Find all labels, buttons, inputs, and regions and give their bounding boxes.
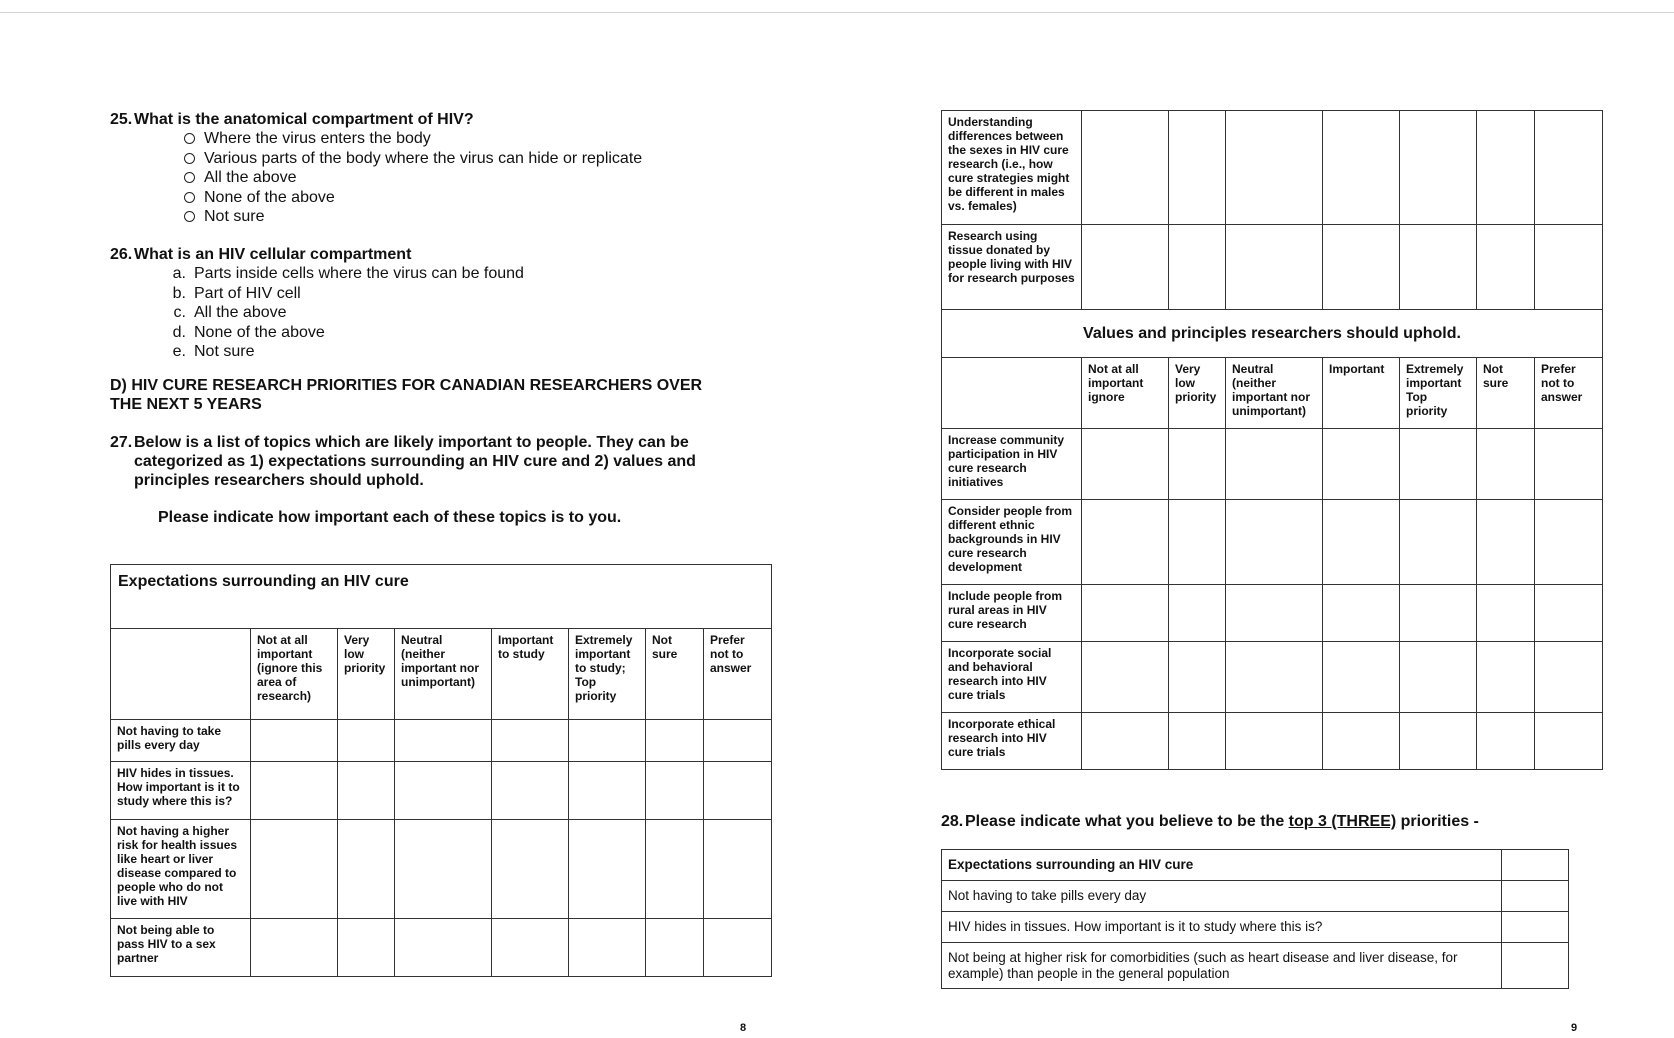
response-cell[interactable] [492,762,569,820]
row-label: Include people from rural areas in HIV cure research [942,585,1082,642]
q26-option-d[interactable]: d. None of the above [172,323,325,341]
response-cell[interactable] [1226,585,1323,642]
table-row [942,429,1603,500]
response-cell[interactable] [1323,585,1400,642]
response-cell[interactable] [338,762,395,820]
radio-button[interactable] [184,192,195,203]
q25-option-5[interactable]: Not sure [184,207,750,227]
response-cell[interactable] [1535,585,1603,642]
question-28-emphasis: top 3 (THREE) [1288,813,1397,830]
row-label: Increase community participation in HIV cure research initiatives [942,429,1082,500]
row-label: Consider people from different ethnic backgrounds in HIV cure research development [942,500,1082,585]
table-row [111,720,772,762]
values-section-title: Values and principles researchers should uphold. [942,310,1603,358]
table-row [942,881,1569,912]
response-cell[interactable] [569,762,646,820]
response-cell[interactable] [395,720,492,762]
question-27 [110,433,790,527]
response-cell[interactable] [1535,429,1603,500]
column-header: Important [1323,358,1400,429]
response-cell[interactable] [1226,429,1323,500]
table-row [111,820,772,919]
question-28-number: 28. [941,813,964,830]
response-cell[interactable] [1535,225,1603,310]
values-table-header-row [942,358,1603,429]
response-cell[interactable] [646,820,704,919]
row-label: HIV hides in tissues. How important is it to study where this is? [942,912,1502,943]
response-cell[interactable] [395,919,492,977]
priority-cell[interactable] [1502,850,1569,881]
response-cell[interactable] [1477,500,1535,585]
response-cell[interactable] [395,820,492,919]
response-cell[interactable] [395,762,492,820]
page-number-left: 8 [740,1022,747,1034]
page-number-right: 9 [1571,1022,1578,1034]
response-cell[interactable] [646,720,704,762]
response-cell[interactable] [1535,500,1603,585]
response-cell[interactable] [1535,713,1603,770]
response-cell[interactable] [1082,225,1169,310]
response-cell[interactable] [1477,585,1535,642]
priority-cell[interactable] [1502,881,1569,912]
row-label: Not having a higher risk for health issues like heart or liver disease compared to people who do not live with HIV [111,820,251,919]
expectations-table-title: Expectations surrounding an HIV cure [111,565,772,629]
values-principles-table [941,110,1603,770]
question-26-number: 26. [110,246,133,263]
table-row [942,585,1603,642]
response-cell[interactable] [704,919,772,977]
q26-option-c[interactable]: c. All the above [173,304,287,322]
response-cell[interactable] [1477,642,1535,713]
question-27-line-1: 27. Below is a list of topics which are likely important to people. They can be [110,434,689,451]
row-label: Research using tissue donated by people living with HIV for research purposes [942,225,1082,310]
response-cell[interactable] [1169,500,1226,585]
response-cell[interactable] [646,919,704,977]
response-cell[interactable] [1169,642,1226,713]
question-27-instruction: Please indicate how important each of these topics is to you. [158,509,622,526]
q26-option-a[interactable]: a. Parts inside cells where the virus can be found [172,265,524,283]
table-row [942,111,1603,225]
response-cell[interactable] [1169,585,1226,642]
response-cell[interactable] [1400,225,1477,310]
column-header: Very low priority [338,629,395,720]
response-cell[interactable] [1323,111,1400,225]
question-28-title: 28. Please indicate what you believe to be the top 3 (THREE) priorities - [941,813,1479,830]
response-cell[interactable] [1535,642,1603,713]
row-label: Incorporate social and behavioral research into HIV cure trials [942,642,1082,713]
response-cell[interactable] [1169,111,1226,225]
response-cell[interactable] [1169,225,1226,310]
response-cell[interactable] [1082,642,1169,713]
column-header: Prefer not to answer [1535,358,1603,429]
top-divider [0,12,1674,13]
q25-option-4[interactable]: None of the above [184,188,750,208]
header-empty [111,629,251,720]
q26-option-b[interactable]: b. Part of HIV cell [172,284,301,302]
response-cell[interactable] [492,919,569,977]
radio-button[interactable] [184,211,195,222]
response-cell[interactable] [1400,111,1477,225]
response-cell[interactable] [1082,500,1169,585]
question-26-options [160,264,750,362]
response-cell[interactable] [338,919,395,977]
table-row [942,500,1603,585]
priorities-table-header: Expectations surrounding an HIV cure [942,850,1502,881]
response-cell[interactable] [1082,429,1169,500]
question-27-line-2: categorized as 1) expectations surrounding an HIV cure and 2) values and [134,453,696,470]
row-label: Understanding differences between the sexes in HIV cure research (i.e., how cure strategies might be different in males vs. females) [942,111,1082,225]
response-cell[interactable] [1323,429,1400,500]
response-cell[interactable] [704,820,772,919]
response-cell[interactable] [1226,642,1323,713]
table-row [942,912,1569,943]
column-header: Not at all important ignore [1082,358,1169,429]
response-cell[interactable] [1082,585,1169,642]
radio-button[interactable] [184,172,195,183]
response-cell[interactable] [1226,500,1323,585]
response-cell[interactable] [1082,111,1169,225]
response-cell[interactable] [704,720,772,762]
question-26 [110,245,750,362]
table-row [111,762,772,820]
question-26-title [110,245,750,264]
row-label: Not having to take pills every day [111,720,251,762]
column-header: Extremely important Top priority [1400,358,1477,429]
response-cell[interactable] [646,762,704,820]
question-25-text: What is the anatomical compartment of HIV? [134,111,474,128]
expectations-table-header-row [111,629,772,720]
question-26-text: What is an HIV cellular compartment [134,246,412,263]
row-label: Not having to take pills every day [942,881,1502,912]
radio-button[interactable] [184,153,195,164]
column-header: Neutral (neither important nor unimportant) [395,629,492,720]
column-header: Very low priority [1169,358,1226,429]
response-cell[interactable] [1323,713,1400,770]
response-cell[interactable] [1400,500,1477,585]
section-d-heading: D) HIV CURE RESEARCH PRIORITIES FOR CANADIAN RESEARCHERS OVER THE NEXT 5 YEARS [110,377,703,413]
priority-cell[interactable] [1502,912,1569,943]
response-cell[interactable] [569,820,646,919]
response-cell[interactable] [338,720,395,762]
table-row [111,919,772,977]
column-header: Prefer not to answer [704,629,772,720]
response-cell[interactable] [1323,500,1400,585]
response-cell[interactable] [1323,642,1400,713]
table-row [942,225,1603,310]
response-cell[interactable] [251,820,338,919]
question-25 [110,110,750,227]
column-header: Neutral (neither important nor unimportant) [1226,358,1323,429]
column-header: Not sure [1477,358,1535,429]
response-cell[interactable] [1477,429,1535,500]
response-cell[interactable] [1226,111,1323,225]
header-empty [942,358,1082,429]
response-cell[interactable] [1535,111,1603,225]
response-cell[interactable] [1082,713,1169,770]
response-cell[interactable] [1477,225,1535,310]
response-cell[interactable] [1169,713,1226,770]
q26-option-e[interactable]: e. Not sure [172,343,255,361]
question-27-line-3: principles researchers should uphold. [134,472,424,489]
table-row [942,713,1603,770]
response-cell[interactable] [1400,713,1477,770]
question-25-options [184,129,750,227]
question-25-title [110,110,750,129]
row-label: Incorporate ethical research into HIV cure trials [942,713,1082,770]
response-cell[interactable] [1477,111,1535,225]
row-label: Not being at higher risk for comorbidities (such as heart disease and liver disease, for example) than people in the general population [942,943,1502,989]
column-header: Not sure [646,629,704,720]
column-header: Important to study [492,629,569,720]
response-cell[interactable] [492,720,569,762]
response-cell[interactable] [251,919,338,977]
response-cell[interactable] [251,720,338,762]
table-row [942,642,1603,713]
row-label: Not being able to pass HIV to a sex partner [111,919,251,977]
response-cell[interactable] [704,762,772,820]
response-cell[interactable] [1226,713,1323,770]
column-header: Extremely important to study; Top priority [569,629,646,720]
response-cell[interactable] [338,820,395,919]
response-cell[interactable] [1169,429,1226,500]
q25-option-2[interactable]: Various parts of the body where the virus can hide or replicate [184,149,750,169]
response-cell[interactable] [1400,585,1477,642]
q25-option-3[interactable]: All the above [184,168,750,188]
question-25-number: 25. [110,111,133,128]
radio-button[interactable] [184,133,195,144]
table-row [942,943,1569,989]
response-cell[interactable] [569,919,646,977]
expectations-table [110,564,772,977]
response-cell[interactable] [1400,429,1477,500]
row-label: HIV hides in tissues. How important is it to study where this is? [111,762,251,820]
top-priorities-table [941,849,1569,989]
q25-option-1[interactable]: Where the virus enters the body [184,129,750,149]
response-cell[interactable] [1323,225,1400,310]
response-cell[interactable] [569,720,646,762]
priority-cell[interactable] [1502,943,1569,989]
response-cell[interactable] [1226,225,1323,310]
response-cell[interactable] [1400,642,1477,713]
column-header: Not at all important (ignore this area of research) [251,629,338,720]
response-cell[interactable] [1477,713,1535,770]
response-cell[interactable] [251,762,338,820]
response-cell[interactable] [492,820,569,919]
